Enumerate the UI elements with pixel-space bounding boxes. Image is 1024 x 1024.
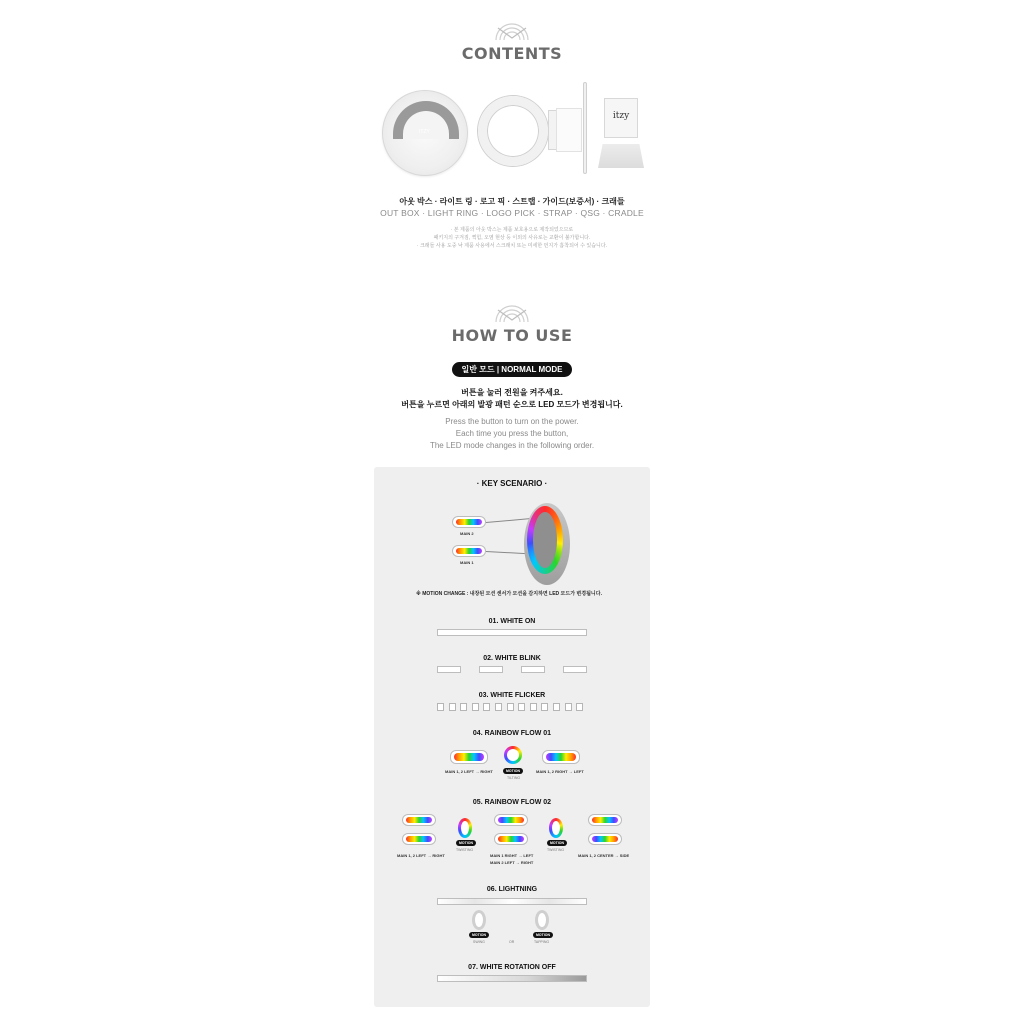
lightning-ring-swing-icon: [472, 910, 486, 930]
scenario-panel: [374, 467, 650, 1007]
flicker-square: [565, 703, 572, 711]
stick-image: [583, 82, 587, 174]
rotation-off-bar: [437, 975, 587, 982]
flow02-motion-sub: TWISTING: [456, 848, 474, 852]
step-white-flicker-title: 03. WHITE FLICKER: [478, 692, 546, 699]
step-lightning-title: 06. LIGHTNING: [486, 886, 538, 893]
light-ring-image: [478, 96, 548, 166]
flicker-square: [449, 703, 456, 711]
step-white-rotation-off-title: 07. WHITE ROTATION OFF: [468, 964, 556, 971]
contents-note-1: · 본 제품의 아웃 박스는 제품 보호용으로 제작되었으므로: [450, 227, 574, 233]
arc-logo-icon: [492, 22, 532, 42]
lightning-or-label: OR: [509, 940, 515, 944]
contents-items-kr: 아웃 박스 · 라이트 링 · 로고 픽 · 스트랩 · 가이드(보증서) · 크래들: [399, 197, 625, 206]
cradle-image: [598, 144, 644, 168]
step-rainbow-flow-02-title: 05. RAINBOW FLOW 02: [472, 799, 552, 806]
flow02-left-label: MAIN 1, 2 LEFT → RIGHT: [397, 853, 445, 858]
blink-segment: [521, 666, 545, 673]
flicker-square: [495, 703, 502, 711]
qsg-image: itzy: [604, 98, 638, 138]
lightning-ring-tapping-icon: [535, 910, 549, 930]
flicker-square: [437, 703, 444, 711]
out-box-image: ITZY: [382, 90, 468, 176]
flicker-square: [472, 703, 479, 711]
contents-note-2: 패키지의 구겨짐, 찍힘, 오염 현상 등 이외의 사유로는 교환이 불가합니다.: [433, 235, 591, 241]
flow02-motion-chip: MOTION: [547, 840, 567, 846]
lightning-motion-chip: MOTION: [533, 932, 553, 938]
flow02-ring-icon: [458, 818, 472, 838]
flicker-square: [507, 703, 514, 711]
flow02-ring-icon: [549, 818, 563, 838]
how-to-use-title: HOW TO USE: [451, 326, 573, 345]
main2-label: MAIN 2: [460, 531, 474, 536]
rainbow-ring-image: [524, 503, 570, 585]
contents-title: CONTENTS: [461, 44, 563, 63]
contents-note-3: · 크래들 사용 도중 낙 제품 사용에서 스크래치 또는 미세한 먼지가 흡착되어 수 있습니다.: [416, 243, 608, 249]
flow02-c-main2-led: [588, 814, 622, 826]
flow02-mid-label-1: MAIN 1 RIGHT → LEFT: [490, 853, 534, 858]
flow01-right-label: MAIN 1, 2 RIGHT → LEFT: [536, 769, 584, 774]
flow02-motion-chip: MOTION: [456, 840, 476, 846]
flow02-a-main2-led: [402, 814, 436, 826]
flow01-motion-chip: MOTION: [503, 768, 523, 774]
key-scenario-title: · KEY SCENARIO ·: [476, 479, 548, 488]
flow01-left-label: MAIN 1, 2 LEFT → RIGHT: [445, 769, 493, 774]
instruction-en-3: The LED mode changes in the following order.: [429, 441, 595, 450]
flow01-ring-icon: [504, 746, 522, 764]
blink-segment: [563, 666, 587, 673]
main1-led: [452, 545, 486, 557]
lightning-motion-chip: MOTION: [469, 932, 489, 938]
step-white-blink-title: 02. WHITE BLINK: [483, 655, 541, 662]
flow02-a-main1-led: [402, 833, 436, 845]
lightning-swing-label: SWING: [473, 940, 485, 944]
motion-change-note: ※ MOTION CHANGE : 내장된 모션 센서가 모션을 감지하면 LED 모드가 변경됩니다.: [416, 591, 602, 597]
main2-led: [452, 516, 486, 528]
arc-logo-icon: [492, 304, 532, 324]
blink-segment: [479, 666, 503, 673]
blink-segment: [437, 666, 461, 673]
step-white-on-title: 01. WHITE ON: [488, 618, 536, 625]
flow02-right-label: MAIN 1, 2 CENTER → SIDE: [578, 853, 630, 858]
flicker-square: [576, 703, 583, 711]
instruction-kr-2: 버튼을 누르면 아래의 발광 패턴 순으로 LED 모드가 변경됩니다.: [401, 400, 623, 409]
flow02-c-main1-led: [588, 833, 622, 845]
instruction-kr-1: 버튼을 눌러 전원을 켜주세요.: [461, 388, 563, 397]
flow02-mid-label-2: MAIN 2 LEFT → RIGHT: [490, 860, 534, 865]
flow01-motion-sub: TILTING: [507, 776, 521, 780]
flicker-square: [553, 703, 560, 711]
flow01-right-led: [542, 750, 580, 764]
flicker-square: [530, 703, 537, 711]
flicker-square: [483, 703, 490, 711]
flow01-left-led: [450, 750, 488, 764]
flow02-b-main2-led: [494, 814, 528, 826]
main1-label: MAIN 1: [460, 560, 474, 565]
flow02-motion-sub: TWISTING: [547, 848, 565, 852]
logo-pick-image: [556, 108, 582, 152]
lightning-bar: [437, 898, 587, 905]
flicker-square: [541, 703, 548, 711]
contents-items-en: OUT BOX · LIGHT RING · LOGO PICK · STRAP · QSG · CRADLE: [380, 208, 644, 218]
instruction-en-2: Each time you press the button,: [455, 429, 569, 438]
flicker-square: [460, 703, 467, 711]
flicker-square: [518, 703, 525, 711]
step-rainbow-flow-01-title: 04. RAINBOW FLOW 01: [472, 730, 552, 737]
instruction-en-1: Press the button to turn on the power.: [445, 417, 579, 426]
lightning-tapping-label: TAPPING: [534, 940, 550, 944]
white-on-bar: [437, 629, 587, 636]
flow02-b-main1-led: [494, 833, 528, 845]
normal-mode-badge: 일반 모드 | NORMAL MODE: [452, 362, 572, 377]
